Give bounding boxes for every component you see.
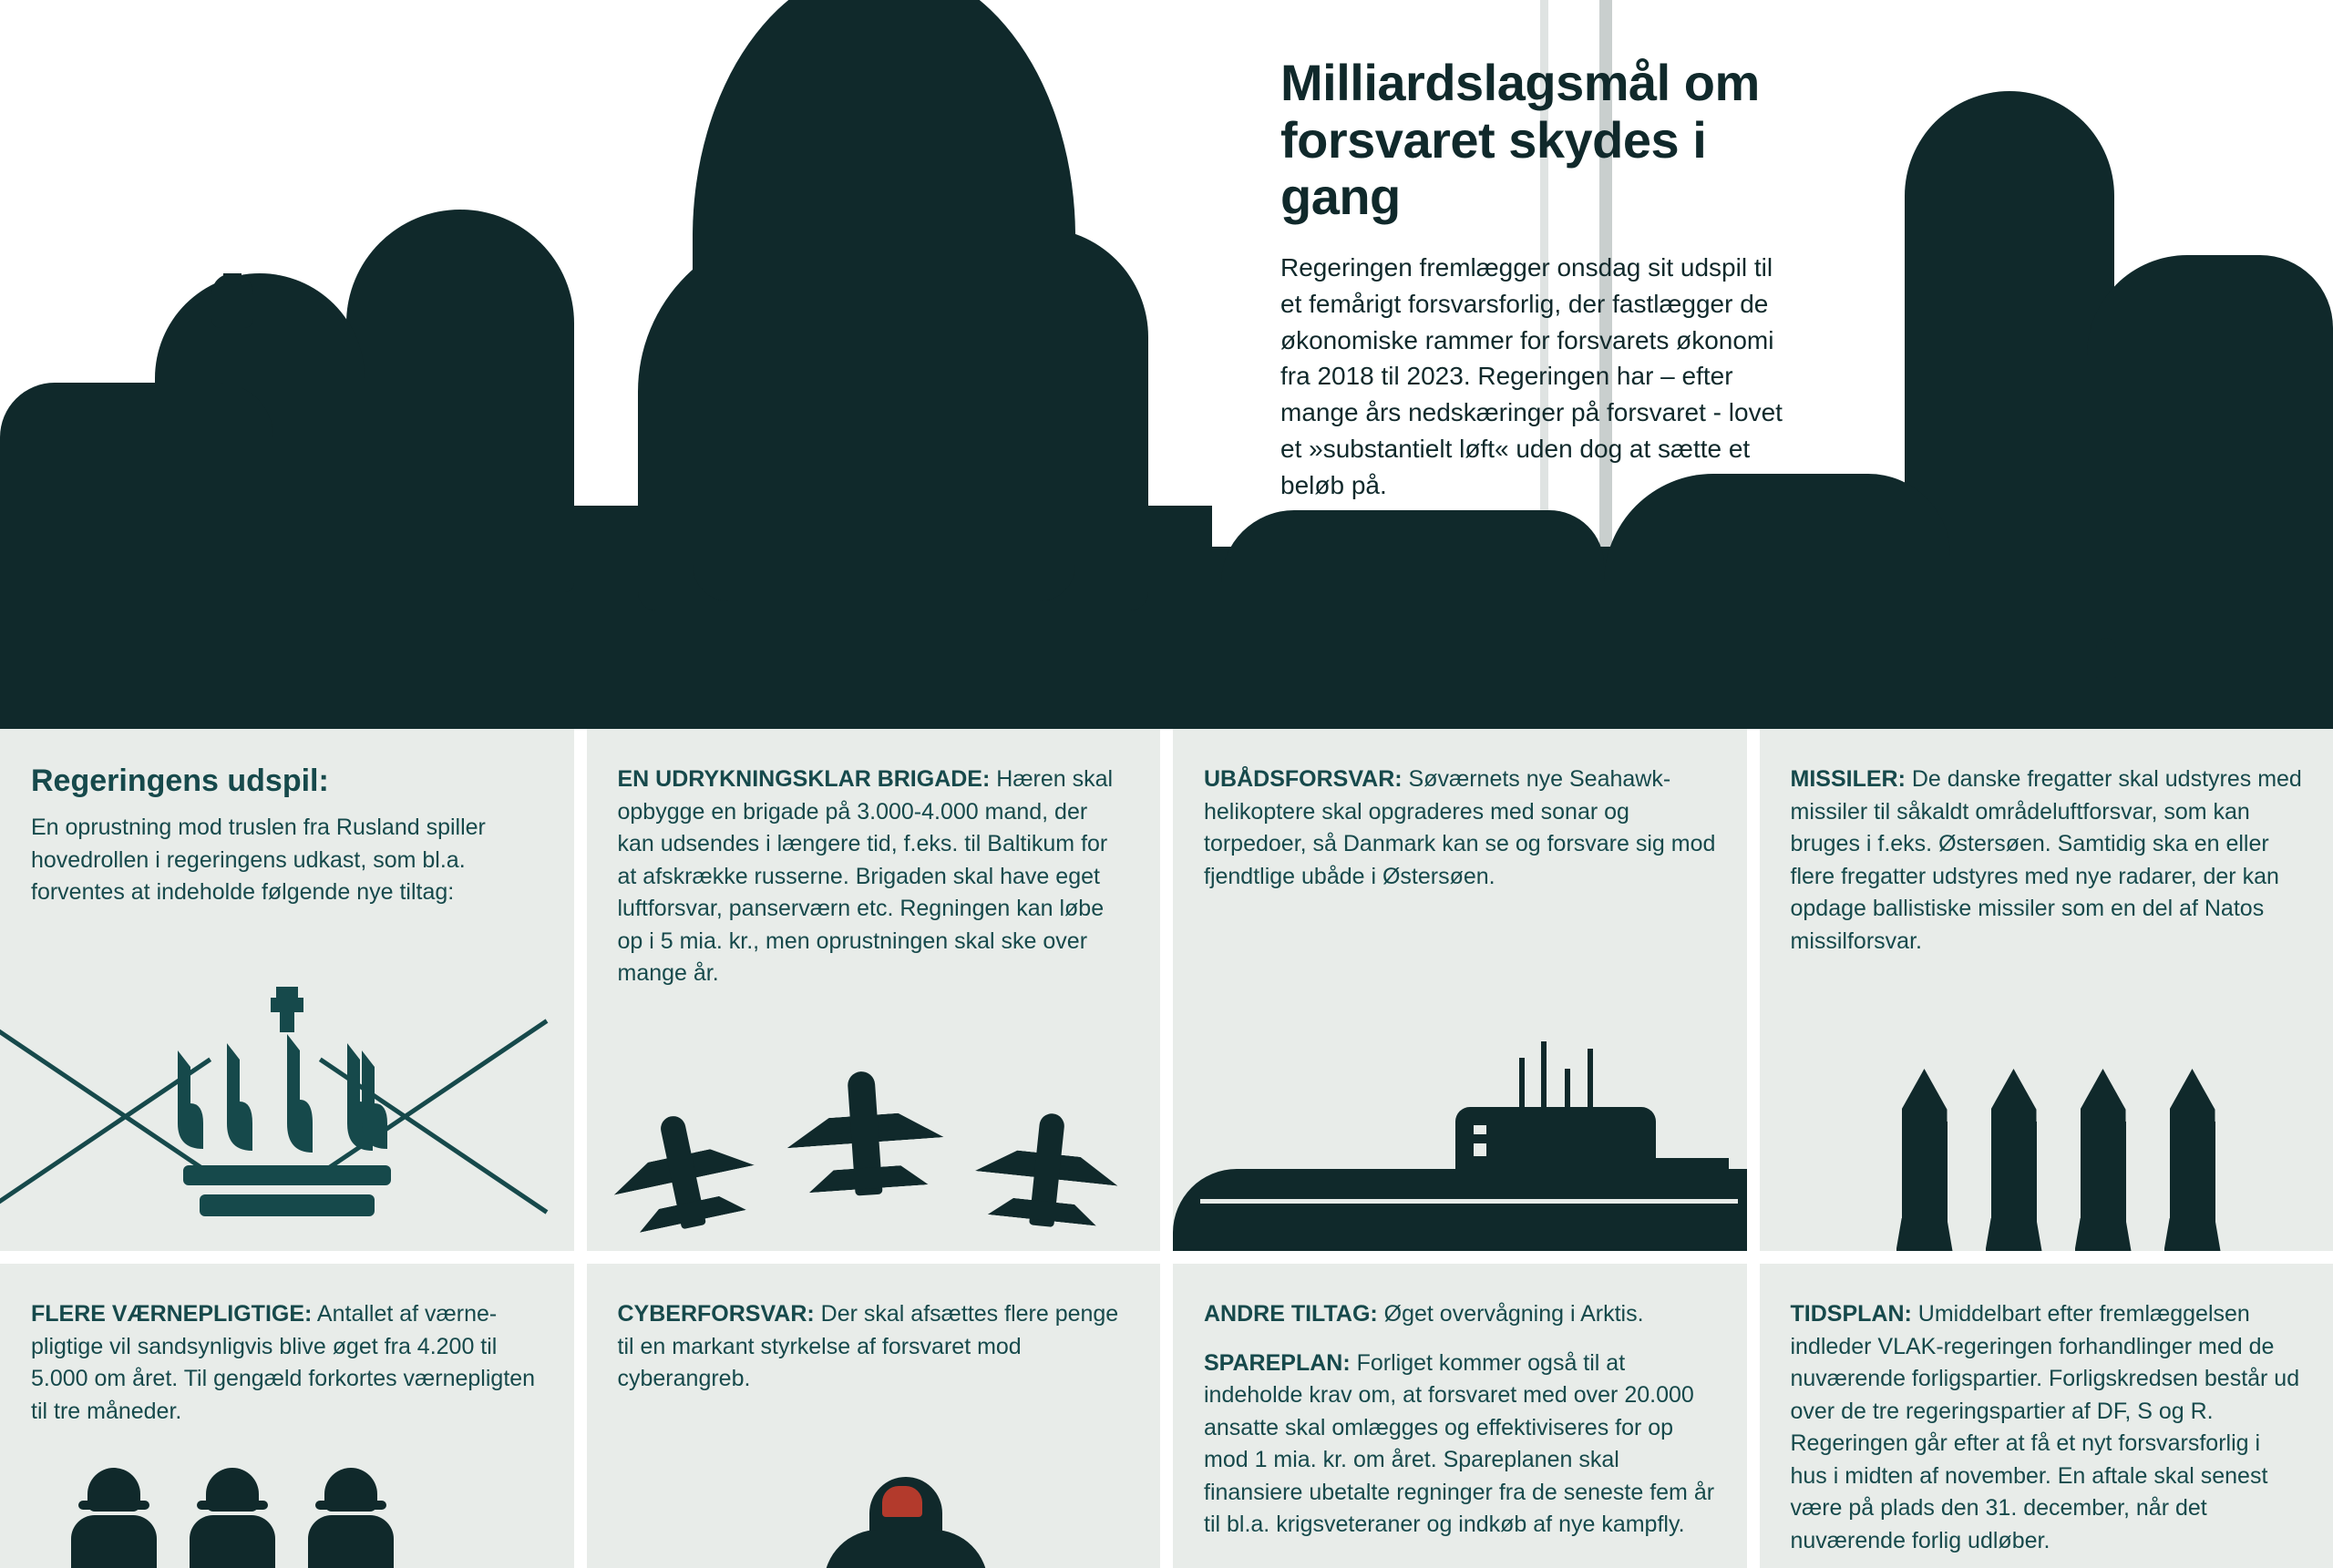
hero-illustration: [0, 0, 2333, 729]
card-text-secondary: Forliget kommer også til at indeholde krav om, at forsvaret med over 20.000 ansatte skal omlægges og effektiviseres for op mod 1 mia. kr. om året. Spareplanen skal finansiere ubetalte regninger fra de seneste fem år til bl.a. krigsveteraner og indkøb af nye kampfly.: [1204, 1350, 1714, 1538]
card-body: [1791, 764, 2303, 958]
grid-gutter: [574, 729, 587, 1251]
card-missiler: [1760, 729, 2333, 1251]
card-lead-secondary: SPAREPLAN:: [1204, 1350, 1351, 1376]
soldier-silhouette-second: [346, 210, 574, 592]
card-lead: FLERE VÆRNEPLIGTIGE:: [31, 1301, 312, 1327]
card-lead: ANDRE TILTAG:: [1204, 1301, 1378, 1327]
grid-gutter-horizontal: [0, 1251, 2333, 1264]
card-flere-vaernepligtige: [0, 1264, 574, 1568]
card-lead: EN UDRYKNINGSKLAR BRIGADE:: [618, 766, 991, 792]
card-text: Der skal afsættes flere penge til en markant styrkelse af forsvaret mod cyberangreb.: [618, 1301, 1119, 1391]
grid-gutter: [1160, 1264, 1173, 1568]
card-text: Hæren skal opbygge en brigade på 3.000-4.000 mand, der kan udsendes i længere tid, f.eks. til Baltikum for at afskrække russerne. Brigaden skal have eget luftforsvar, panserværn etc. Regningen kan løbe op i 5 mia. kr., men oprustningen skal ske over mange år.: [618, 766, 1114, 986]
card-body: [1791, 1298, 2303, 1557]
card-body: [31, 1298, 543, 1428]
card-cyberforsvar: [587, 1264, 1161, 1568]
grid-row-1: [0, 729, 2333, 1251]
soldier-silhouette-far-right: [2087, 255, 2333, 620]
card-andre-tiltag: [1173, 1264, 1747, 1568]
grid-gutter: [1747, 729, 1760, 1251]
card-text: Antallet af værne-pligtige vil sandsynligvis blive øget fra 4.200 til 5.000 om året. Til gengæld forkortes værnepligten til tre måneder.: [31, 1301, 535, 1424]
card-body: En oprustning mod truslen fra Rusland spiller hovedrollen i regeringens udkast, som bl.a. forventes at indeholde følgende nye tiltag:: [31, 812, 543, 909]
card-lead: TIDSPLAN:: [1791, 1301, 1912, 1327]
equipment-silhouette-center: [1221, 510, 1604, 638]
page-title: Milliardslagsmål om forsvaret skydes i gang: [1280, 55, 1791, 226]
card-heading: Regeringens udspil:: [31, 764, 543, 799]
card-ubaadsforsvar: [1173, 729, 1747, 1251]
card-body: [618, 1298, 1130, 1396]
crown-icon: [0, 950, 574, 1251]
infographic-grid: [0, 729, 2333, 1555]
submarine-icon: [1173, 950, 1747, 1251]
card-udrykningsklar-brigade: [587, 729, 1161, 1251]
hero-text-block: [1280, 55, 1791, 503]
missiles-icon: [1760, 950, 2333, 1251]
grid-gutter: [1160, 729, 1173, 1251]
card-text: Søværnets nye Seahawk-helikoptere skal opgraderes med sonar og torpedoer, så Danmark kan se og forsvare sig mod fjendtlige ubåde i Østersøen.: [1204, 766, 1715, 889]
hero-deck: Regeringen fremlægger onsdag sit udspil til et femårigt forsvarsforlig, der fastlægger de økonomiske rammer for forsvarets økonomi fra 2018 til 2023. Regeringen har – efter mange års nedskæringer på forsvaret - lovet et »substantielt løft« uden dog at sætte et beløb på.: [1280, 250, 1791, 503]
antenna-head: [211, 273, 253, 328]
card-lead: UBÅDSFORSVAR:: [1204, 766, 1403, 792]
card-text: Øget overvågning i Arktis.: [1378, 1301, 1644, 1327]
card-body: [1204, 1298, 1716, 1331]
card-text: Umiddelbart efter fremlæggelsen indleder VLAK-regeringen forhandlinger med de nuværende forligspartier. Forligskredsen består ud over de tre regeringspartier af DF, S og R. Regeringen går efter at få et nyt forsvarsforlig i hus i midten af november. En aftale skal senest være på plads den 31. december, når det nuværende forlig udløber.: [1791, 1301, 2300, 1553]
card-text: De danske fregatter skal udstyres med missiler til såkaldt områdeluftforsvar, som kan bruges i f.eks. Østersøen. Samtidig ska en eller flere fregatter udstyres med nye radarer, der kan opdage ballistiske missiler som en del af Natos missilforsvar.: [1791, 766, 2302, 954]
card-body-secondary: [1204, 1348, 1716, 1542]
hero-photo-banner: [0, 0, 2333, 729]
card-lead: MISSILER:: [1791, 766, 1906, 792]
card-body: [618, 764, 1130, 990]
card-tidsplan: [1760, 1264, 2333, 1568]
grid-gutter: [1747, 1264, 1760, 1568]
card-regeringens-udspil: [0, 729, 574, 1251]
distant-figure-silhouette: [2096, 638, 2116, 678]
soldier-silhouette-main: [693, 0, 1075, 601]
grid-row-2: [0, 1264, 2333, 1568]
card-body: [1204, 764, 1716, 893]
fighter-jets-icon: [587, 950, 1161, 1251]
card-lead: CYBERFORSVAR:: [618, 1301, 815, 1327]
grid-gutter: [574, 1264, 587, 1568]
